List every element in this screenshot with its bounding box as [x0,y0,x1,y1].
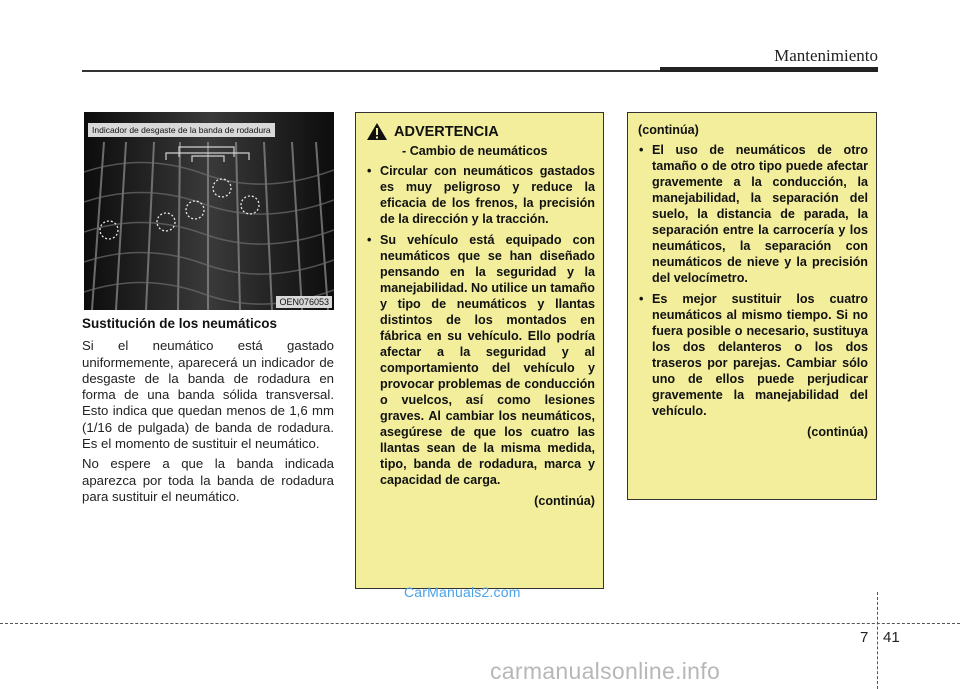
left-column [82,316,334,509]
section-title: Mantenimiento [774,46,878,65]
header-rule [82,70,660,72]
figure-caption: Indicador de desgaste de la banda de rodadura [88,123,275,137]
section-heading: Sustitución de los neumáticos [82,316,278,331]
watermark-link[interactable]: CarManuals2.com [404,584,521,600]
warning-header [366,122,595,141]
warning-item-4: • Es mejor sustituir los cuatro neumáticos al mismo tiempo. Si no fuera posible o necesario, sustituya los dos delanteros o los dos traseros por parejas. Cambiar sólo uno de ellos puede perjudicar gravemente la manejabilidad del vehículo. [638,291,868,419]
warning-box-continued [627,112,877,500]
site-watermark: carmanualsonline.info [490,658,721,684]
continues-label-2: (continúa) [807,425,868,439]
header-rule-accent [660,67,878,72]
warning-subtitle: - Cambio de neumáticos [402,144,548,158]
body-paragraph-2: No espere a que la banda indicada aparezca por toda la banda de rodadura para sustituir el neumático. [82,456,334,504]
warning-triangle-icon [366,122,388,141]
footer-divider [877,592,878,689]
footer-rule [0,623,960,624]
chapter-number: 7 [860,629,869,646]
figure-code: OEN076053 [276,296,332,308]
tire-tread-illustration [84,112,334,310]
warning-item-3: • El uso de neumáticos de otro tamaño o de otro tipo puede afectar gravemente a la conducción, la manejabilidad, la separación del suelo, la distancia de parada, la separación entre la carrocería y los neumáticos, la separación con neumáticos de nieve y la precisión del velocímetro. [638,142,868,286]
page-number: 41 [883,629,900,646]
warning-item-2: • Su vehículo está equipado con neumáticos que se han diseñado pensando en la seguridad y la manejabilidad. No utilice un tamaño y tipo de neumáticos y llantas distintos de los montados en fábrica en su vehículo. Ello podría afectar a la seguridad y al comportamiento del vehículo y provocar problemas de conducción o vuelcos, así como lesiones graves. Al cambiar los neumáticos, asegúrese de que los cuatro las llantas sean de la misma medida, tipo, banda de rodadura, marca y capacidad de carga. [366,232,595,488]
tire-tread-figure [84,112,334,310]
warning-item-1: • Circular con neumáticos gastados es muy peligroso y reduce la eficacia de los frenos, la precisión de la dirección y la tracción. [366,163,595,227]
body-paragraph-1: Si el neumático está gastado uniformemente, aparecerá un indicador de desgaste de la banda de rodadura en forma de una banda sólida transversal. Esto indica que quedan menos de 1,6 mm (1/16 de pulgada) de banda de rodadura. Es el momento de sustituir el neumático. [82,338,334,452]
warning-list [366,163,595,488]
continued-label: (continúa) [638,123,699,137]
warning-list-continued [638,142,868,419]
warning-box [355,112,604,589]
continues-label: (continúa) [534,494,595,508]
warning-title: ADVERTENCIA [394,123,499,140]
